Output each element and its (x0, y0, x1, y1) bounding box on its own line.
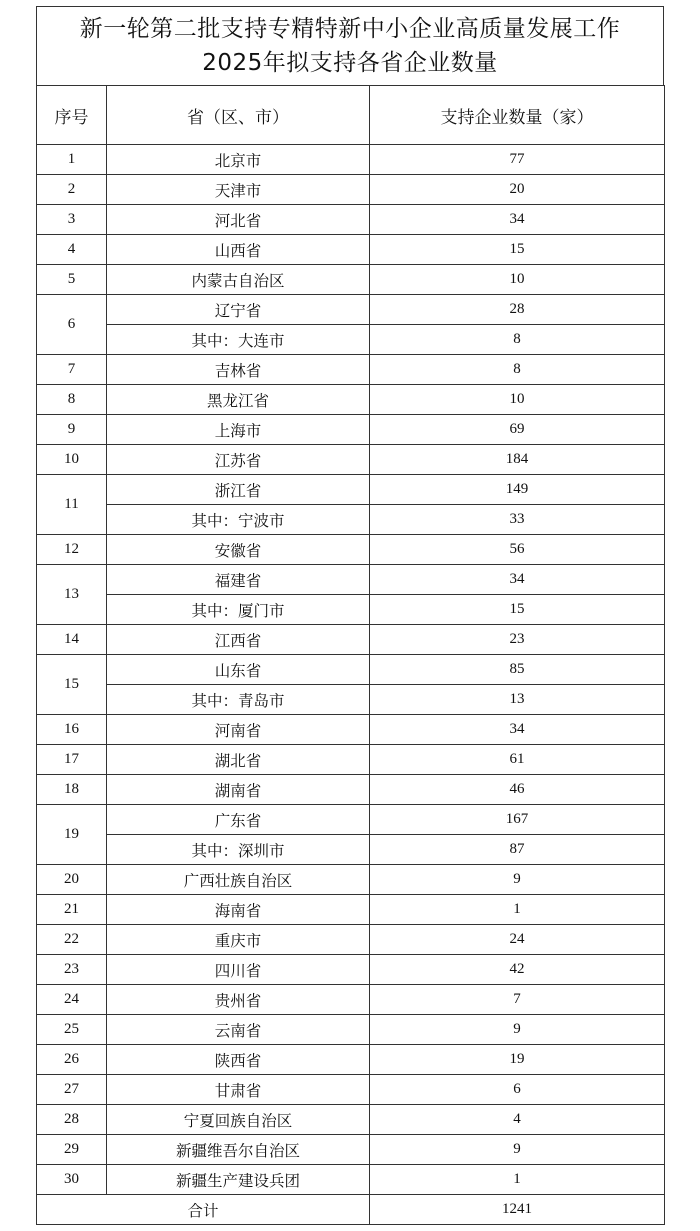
table-row (37, 865, 665, 895)
table-row (37, 1105, 665, 1135)
seq-cell: 28 (37, 1105, 107, 1135)
count-cell: 77 (370, 145, 665, 175)
allocation-table (36, 85, 665, 1225)
count-cell: 10 (370, 265, 665, 295)
region-cell: 浙江省 (107, 475, 370, 505)
table-row (37, 985, 665, 1015)
seq-cell: 4 (37, 235, 107, 265)
table-row (37, 355, 665, 385)
title-line-1: 新一轮第二批支持专精特新中小企业高质量发展工作 (79, 16, 621, 42)
table-row (37, 565, 665, 595)
region-cell: 广西壮族自治区 (107, 865, 370, 895)
table-row (37, 775, 665, 805)
table-row (37, 235, 665, 265)
seq-cell: 27 (37, 1075, 107, 1105)
region-cell: 辽宁省 (107, 295, 370, 325)
seq-cell: 20 (37, 865, 107, 895)
seq-cell: 14 (37, 625, 107, 655)
header-seq: 序号 (37, 86, 107, 145)
region-cell: 河北省 (107, 205, 370, 235)
seq-cell: 7 (37, 355, 107, 385)
table-row (37, 265, 665, 295)
region-cell: 山西省 (107, 235, 370, 265)
seq-cell: 1 (37, 145, 107, 175)
table-row (37, 655, 665, 685)
seq-cell: 17 (37, 745, 107, 775)
seq-cell: 26 (37, 1045, 107, 1075)
count-cell: 34 (370, 205, 665, 235)
region-cell: 贵州省 (107, 985, 370, 1015)
count-cell: 46 (370, 775, 665, 805)
region-cell: 江苏省 (107, 445, 370, 475)
seq-cell: 21 (37, 895, 107, 925)
count-cell: 85 (370, 655, 665, 685)
table-row (37, 385, 665, 415)
seq-cell: 23 (37, 955, 107, 985)
seq-cell: 6 (37, 295, 107, 355)
region-cell: 其中：厦门市 (107, 595, 370, 625)
table-row (37, 445, 665, 475)
count-cell: 20 (370, 175, 665, 205)
title-block (36, 6, 664, 85)
count-cell: 61 (370, 745, 665, 775)
region-cell: 福建省 (107, 565, 370, 595)
count-cell: 7 (370, 985, 665, 1015)
count-cell: 9 (370, 1015, 665, 1045)
count-cell: 6 (370, 1075, 665, 1105)
table-row (37, 595, 665, 625)
table-row (37, 475, 665, 505)
seq-cell: 11 (37, 475, 107, 535)
header-count: 支持企业数量（家） (370, 86, 665, 145)
table-row (37, 1015, 665, 1045)
count-cell: 19 (370, 1045, 665, 1075)
region-cell: 海南省 (107, 895, 370, 925)
seq-cell: 24 (37, 985, 107, 1015)
header-row (37, 86, 665, 145)
count-cell: 56 (370, 535, 665, 565)
region-cell: 河南省 (107, 715, 370, 745)
seq-cell: 9 (37, 415, 107, 445)
count-cell: 34 (370, 715, 665, 745)
table-row (37, 1135, 665, 1165)
seq-cell: 12 (37, 535, 107, 565)
region-cell: 湖北省 (107, 745, 370, 775)
table-row (37, 685, 665, 715)
seq-cell: 3 (37, 205, 107, 235)
title-line-2: 2025年拟支持各省企业数量 (202, 50, 498, 76)
count-cell: 34 (370, 565, 665, 595)
seq-cell: 19 (37, 805, 107, 865)
total-count: 1241 (370, 1195, 665, 1225)
region-cell: 吉林省 (107, 355, 370, 385)
table-row (37, 1075, 665, 1105)
region-cell: 其中：深圳市 (107, 835, 370, 865)
seq-cell: 5 (37, 265, 107, 295)
table-row (37, 505, 665, 535)
count-cell: 4 (370, 1105, 665, 1135)
count-cell: 69 (370, 415, 665, 445)
table-row (37, 925, 665, 955)
table-body (37, 145, 665, 1225)
table-row (37, 325, 665, 355)
table-row (37, 145, 665, 175)
count-cell: 15 (370, 235, 665, 265)
region-cell: 新疆维吾尔自治区 (107, 1135, 370, 1165)
table-row (37, 895, 665, 925)
total-row (37, 1195, 665, 1225)
seq-cell: 2 (37, 175, 107, 205)
total-label: 合计 (37, 1195, 370, 1225)
region-cell: 其中：青岛市 (107, 685, 370, 715)
region-cell: 甘肃省 (107, 1075, 370, 1105)
seq-cell: 29 (37, 1135, 107, 1165)
count-cell: 9 (370, 1135, 665, 1165)
count-cell: 28 (370, 295, 665, 325)
table-row (37, 415, 665, 445)
count-cell: 8 (370, 355, 665, 385)
seq-cell: 13 (37, 565, 107, 625)
seq-cell: 30 (37, 1165, 107, 1195)
table-row (37, 205, 665, 235)
table-row (37, 1045, 665, 1075)
count-cell: 24 (370, 925, 665, 955)
table-row (37, 745, 665, 775)
region-cell: 新疆生产建设兵团 (107, 1165, 370, 1195)
count-cell: 33 (370, 505, 665, 535)
table-row (37, 295, 665, 325)
region-cell: 黑龙江省 (107, 385, 370, 415)
region-cell: 天津市 (107, 175, 370, 205)
count-cell: 149 (370, 475, 665, 505)
table-row (37, 625, 665, 655)
region-cell: 广东省 (107, 805, 370, 835)
count-cell: 9 (370, 865, 665, 895)
region-cell: 其中：大连市 (107, 325, 370, 355)
region-cell: 北京市 (107, 145, 370, 175)
table-row (37, 715, 665, 745)
count-cell: 13 (370, 685, 665, 715)
count-cell: 8 (370, 325, 665, 355)
region-cell: 四川省 (107, 955, 370, 985)
region-cell: 山东省 (107, 655, 370, 685)
header-region: 省（区、市） (107, 86, 370, 145)
seq-cell: 22 (37, 925, 107, 955)
seq-cell: 15 (37, 655, 107, 715)
region-cell: 安徽省 (107, 535, 370, 565)
region-cell: 上海市 (107, 415, 370, 445)
seq-cell: 16 (37, 715, 107, 745)
region-cell: 重庆市 (107, 925, 370, 955)
table-row (37, 535, 665, 565)
count-cell: 42 (370, 955, 665, 985)
seq-cell: 25 (37, 1015, 107, 1045)
table-row (37, 175, 665, 205)
region-cell: 湖南省 (107, 775, 370, 805)
table-row (37, 1165, 665, 1195)
document-sheet (36, 6, 664, 1225)
count-cell: 15 (370, 595, 665, 625)
table-row (37, 835, 665, 865)
region-cell: 内蒙古自治区 (107, 265, 370, 295)
count-cell: 184 (370, 445, 665, 475)
count-cell: 1 (370, 1165, 665, 1195)
region-cell: 陕西省 (107, 1045, 370, 1075)
count-cell: 10 (370, 385, 665, 415)
count-cell: 87 (370, 835, 665, 865)
table-row (37, 955, 665, 985)
seq-cell: 8 (37, 385, 107, 415)
count-cell: 23 (370, 625, 665, 655)
count-cell: 167 (370, 805, 665, 835)
region-cell: 江西省 (107, 625, 370, 655)
region-cell: 宁夏回族自治区 (107, 1105, 370, 1135)
seq-cell: 18 (37, 775, 107, 805)
region-cell: 其中：宁波市 (107, 505, 370, 535)
seq-cell: 10 (37, 445, 107, 475)
count-cell: 1 (370, 895, 665, 925)
region-cell: 云南省 (107, 1015, 370, 1045)
table-row (37, 805, 665, 835)
